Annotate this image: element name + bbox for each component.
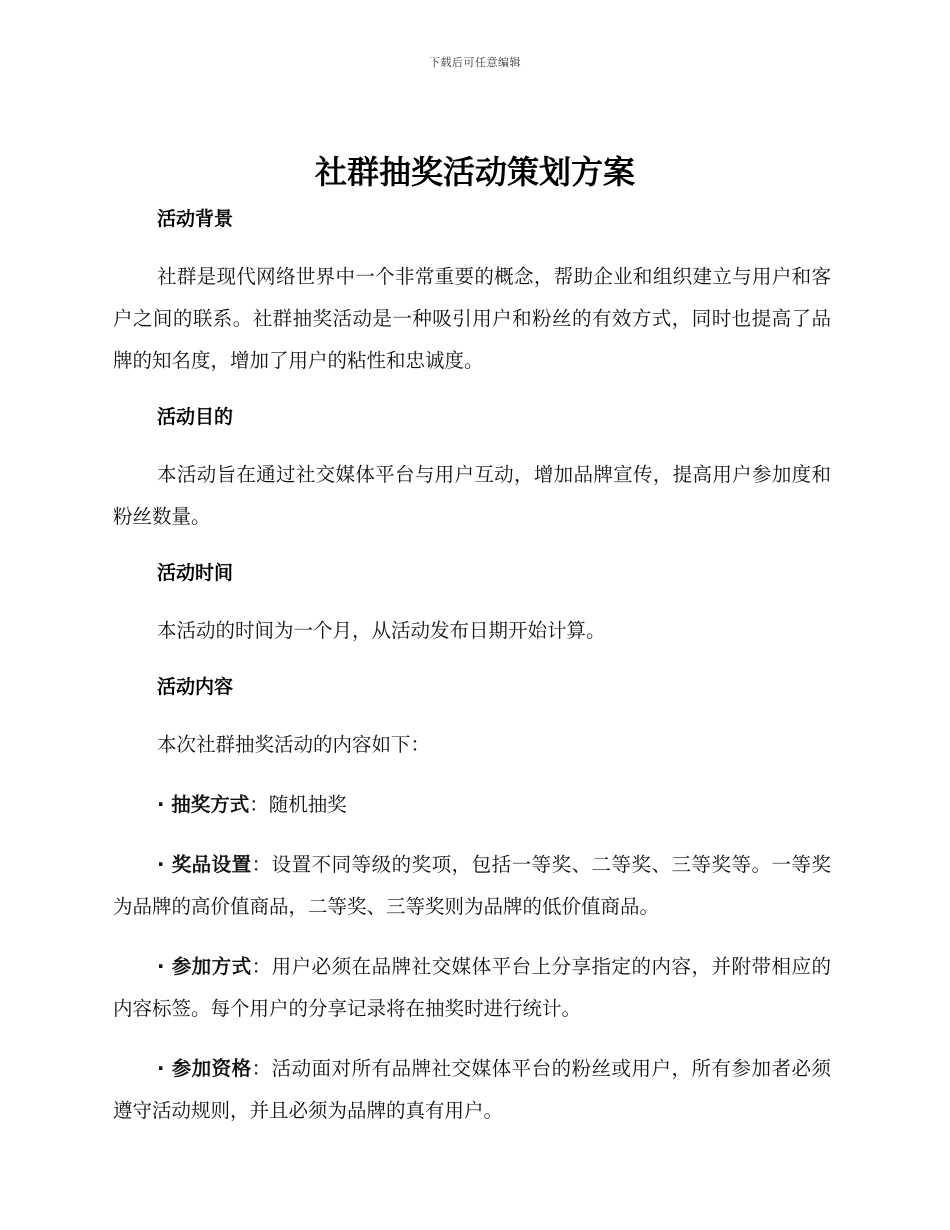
list-item-text: ：随机抽奖: [249, 793, 347, 816]
list-item-text: ：活动面对所有品牌社交媒体平台的粉丝或用户，所有参加者必须遵守活动规则，并且必须为品牌的真有用户。: [113, 1057, 831, 1122]
document-title: 社群抽奖活动策划方案: [314, 153, 635, 191]
section-paragraph: 本活动旨在通过社交媒体平台与用户互动，增加品牌宣传，提高用户参加度和粉丝数量。: [113, 463, 831, 528]
section-background: [113, 202, 831, 382]
section-paragraph: 本活动的时间为一个月，从活动发布日期开始计算。: [157, 619, 606, 642]
section-heading: 活动背景: [157, 208, 234, 230]
list-item-lead: · 参加资格: [157, 1057, 252, 1080]
section-paragraph: 社群是现代网络世界中一个非常重要的概念，帮助企业和组织建立与用户和客户之间的联系。社群抽奖活动是一种吸引用户和粉丝的有效方式，同时也提高了品牌的知名度，增加了用户的粘性和忠诚度。: [113, 265, 831, 372]
list-item: [113, 844, 831, 928]
section-heading: 活动目的: [157, 406, 234, 428]
list-item: [113, 1048, 831, 1132]
header-note: 下载后可任意编辑: [429, 56, 521, 69]
list-item-lead: · 抽奖方式: [157, 793, 250, 816]
list-item-lead: · 奖品设置: [157, 853, 252, 876]
section-heading: 活动时间: [157, 562, 234, 584]
list-item-lead: · 参加方式: [157, 955, 252, 978]
section-content: [113, 670, 831, 1132]
list-item: [113, 784, 831, 826]
list-item-text: ：设置不同等级的奖项，包括一等奖、二等奖、三等奖等。一等奖为品牌的高价值商品，二等奖、三等奖则为品牌的低价值商品。: [113, 853, 831, 918]
section-purpose: [113, 400, 831, 538]
section-heading: 活动内容: [157, 676, 234, 698]
section-intro: 本次社群抽奖活动的内容如下：: [157, 733, 431, 756]
section-time: [113, 556, 831, 652]
list-item-text: ：用户必须在品牌社交媒体平台上分享指定的内容，并附带相应的内容标签。每个用户的分享记录将在抽奖时进行统计。: [113, 955, 831, 1020]
list-item: [113, 946, 831, 1030]
document-body: [113, 202, 831, 1132]
